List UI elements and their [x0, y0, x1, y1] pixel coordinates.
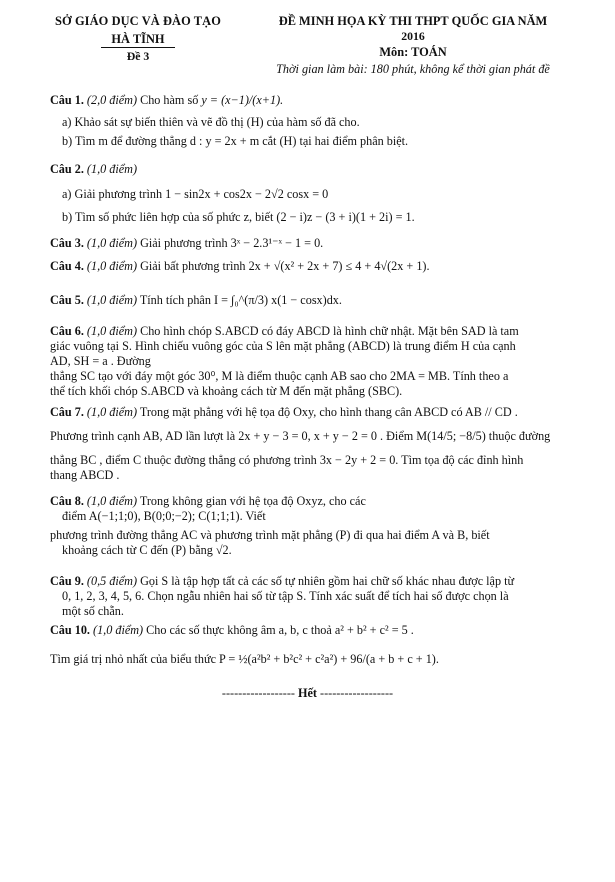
question-text: Cho hàm số	[140, 93, 199, 107]
exam-year: 2016	[401, 29, 425, 43]
end-dashes: ------------------	[320, 686, 394, 700]
question-label: Câu 7.	[50, 405, 84, 419]
question-3	[50, 236, 582, 251]
question-text: Giải bất phương trình 2x + √(x² + 2x + 7) ≤ 4 + 4√(2x + 1).	[140, 259, 430, 273]
question-text: Phương trình cạnh AB, AD lần lượt là 2x + y − 3 = 0, x + y − 2 = 0 . Điểm M(14/5; −8/5) thuộc đường	[50, 429, 551, 443]
question-label: Câu 10.	[50, 623, 90, 637]
subject: Môn: TOÁN	[379, 45, 447, 59]
question-text: một số chẵn.	[62, 604, 124, 618]
question-points: (0,5 điểm)	[86, 574, 138, 588]
exam-title: ĐỀ MINH HỌA KỲ THI THPT QUỐC GIA NĂM	[278, 14, 548, 28]
question-label: Câu 2.	[50, 162, 84, 176]
question-text: AD, SH = a . Đường	[50, 354, 151, 368]
exam-code: Đề 3	[126, 49, 150, 63]
question-part: b) Tìm số phức liên hợp của số phức z, biết (2 − i)z − (3 + i)(1 + 2i) = 1.	[62, 210, 415, 224]
question-text: Trong mặt phẳng với hệ tọa độ Oxy, cho hình thang cân ABCD có AB // CD .	[139, 405, 518, 419]
question-text: Trong không gian với hệ tọa độ Oxyz, cho các	[139, 494, 366, 508]
question-1	[50, 93, 582, 149]
question-label: Câu 3.	[50, 236, 84, 250]
question-7	[50, 405, 582, 483]
question-text: thẳng BC , điểm C thuộc đường thẳng có phương trình 3x − 2y + 2 = 0. Tìm tọa độ các đỉnh hình	[50, 453, 524, 467]
question-9	[50, 574, 582, 619]
question-8	[50, 494, 582, 558]
end-dashes: ------------------	[221, 686, 295, 700]
question-6	[50, 324, 582, 399]
question-label: Câu 6.	[50, 324, 84, 338]
question-text: Cho hình chóp S.ABCD có đáy ABCD là hình chữ nhật. Mặt bên SAD là tam	[140, 324, 519, 338]
question-part: a) Giải phương trình 1 − sin2x + cos2x − 2√2 cosx = 0	[62, 187, 329, 201]
question-text: Tìm giá trị nhỏ nhất của biểu thức P = ½(a²b² + b²c² + c²a²) + 96/(a + b + c + 1).	[50, 652, 439, 666]
question-part: b) Tìm m để đường thẳng d : y = 2x + m cắt (H) tại hai điểm phân biệt.	[62, 134, 409, 148]
question-points: (1,0 điểm)	[86, 259, 138, 273]
question-text: Tính tích phân I = ∫₀^(π/3) x(1 − cosx)dx.	[139, 293, 342, 307]
question-text: Giải phương trình 3ˣ − 2.3¹⁻ˣ − 1 = 0.	[140, 236, 324, 250]
question-text: 0, 1, 2, 3, 4, 5, 6. Chọn ngẫu nhiên hai số từ tập S. Tính xác suất để tích hai số được chọn là	[62, 589, 509, 603]
question-text: thể tích khối chóp S.ABCD và khoảng cách từ M đến mặt phẳng (SBC).	[50, 384, 403, 398]
question-text: giác vuông tại S. Hình chiếu vuông góc của S lên mặt phẳng (ABCD) là trung điểm H của cạnh	[50, 339, 516, 353]
question-4	[50, 259, 582, 274]
question-text: Gọi S là tập hợp tất cả các số tự nhiên gồm hai chữ số khác nhau được lập từ	[140, 574, 515, 588]
question-label: Câu 9.	[50, 574, 84, 588]
question-label: Câu 4.	[50, 259, 84, 273]
question-points: (2,0 điểm)	[86, 93, 138, 107]
department-name: SỞ GIÁO DỤC VÀ ĐÀO TẠO	[55, 14, 221, 28]
question-points: (1,0 điểm)	[86, 494, 138, 508]
question-points: (1,0 điểm)	[86, 405, 138, 419]
end-word: Hết	[298, 686, 317, 700]
question-label: Câu 1.	[50, 93, 84, 107]
question-text: Cho các số thực không âm a, b, c thoả a² + b² + c² = 5 .	[146, 623, 414, 637]
question-label: Câu 8.	[50, 494, 84, 508]
question-part: a) Khảo sát sự biến thiên và vẽ đồ thị (H) của hàm số đã cho.	[62, 115, 360, 129]
question-text: phương trình đường thẳng AC và phương trình mặt phẳng (P) đi qua hai điểm A và B, biết	[50, 528, 490, 542]
time-note: Thời gian làm bài: 180 phút, không kể thời gian phát đề	[276, 62, 550, 76]
question-text: thẳng SC tạo với đáy một góc 30⁰, M là điểm thuộc cạnh AB sao cho 2MA = MB. Tính theo a	[50, 369, 509, 383]
question-points: (1,0 điểm)	[86, 162, 138, 176]
question-text: thang ABCD .	[50, 468, 120, 482]
question-line	[50, 93, 582, 108]
question-2	[50, 162, 582, 225]
question-points: (1,0 điểm)	[86, 324, 138, 338]
question-points: (1,0 điểm)	[93, 623, 144, 637]
end-marker	[0, 686, 615, 701]
question-text: khoảng cách từ C đến (P) bằng √2.	[62, 543, 232, 557]
department-header	[38, 14, 238, 64]
question-5	[50, 293, 582, 308]
question-text: điểm A(−1;1;0), B(0;0;−2); C(1;1;1). Viết	[62, 509, 266, 523]
question-points: (1,0 điểm)	[86, 236, 138, 250]
question-points: (1,0 điểm)	[86, 293, 138, 307]
question-10	[50, 623, 582, 667]
function-formula: y = (x−1)/(x+1).	[201, 93, 284, 107]
province-name: HÀ TĨNH	[101, 32, 174, 48]
exam-header	[248, 14, 578, 77]
question-label: Câu 5.	[50, 293, 84, 307]
